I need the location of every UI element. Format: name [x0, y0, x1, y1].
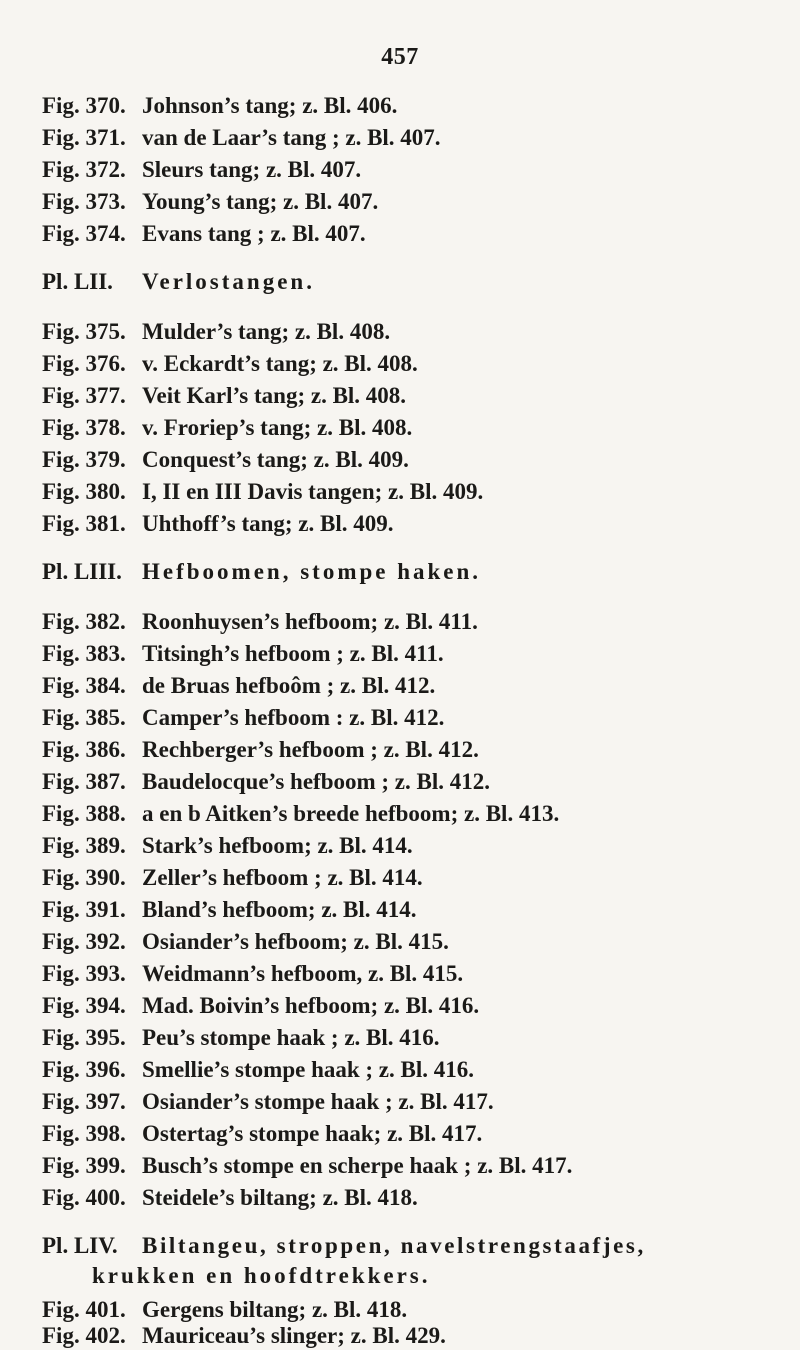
list-item	[42, 736, 479, 764]
entry-text: Mad. Boivin’s hefboom; z. Bl. 416.	[142, 993, 480, 1018]
list-item	[42, 992, 479, 1020]
list-item	[42, 510, 394, 538]
entry-text: Weidmann’s hefboom, z. Bl. 415.	[142, 961, 464, 986]
entry-text: Baudelocque’s hefboom ; z. Bl. 412.	[142, 769, 490, 794]
list-item	[42, 1322, 446, 1350]
plate-label: Pl. LIII.	[42, 559, 122, 584]
entry-text: Conquest’s tang; z. Bl. 409.	[142, 447, 409, 472]
list-item	[42, 800, 559, 828]
entry-text: Zeller’s hefboom ; z. Bl. 414.	[142, 865, 423, 890]
entry-text: Rechberger’s hefboom ; z. Bl. 412.	[142, 737, 479, 762]
fig-label: Fig. 387.	[42, 769, 126, 794]
list-item	[42, 960, 463, 988]
list-item	[42, 414, 412, 442]
entry-text: Smellie’s stompe haak ; z. Bl. 416.	[142, 1057, 474, 1082]
fig-label: Fig. 394.	[42, 993, 126, 1018]
fig-label: Fig. 371.	[42, 125, 126, 150]
list-item	[42, 1120, 482, 1148]
entry-text: Osiander’s stompe haak ; z. Bl. 417.	[142, 1089, 494, 1114]
list-item	[42, 1152, 572, 1180]
page-number: 457	[381, 44, 419, 70]
entry-text: Steidele’s biltang; z. Bl. 418.	[142, 1185, 418, 1210]
entry-text: Bland’s hefboom; z. Bl. 414.	[142, 897, 417, 922]
fig-label: Fig. 388.	[42, 801, 126, 826]
plate-title: Biltangeu, stroppen, navelstrengstaafjes,	[142, 1233, 646, 1258]
fig-label: Fig. 379.	[42, 447, 126, 472]
plate-heading	[42, 268, 315, 296]
entry-text: Sleurs tang; z. Bl. 407.	[142, 157, 362, 182]
list-item	[42, 382, 406, 410]
list-item	[42, 446, 409, 474]
entry-text: I, II en III Davis tangen; z. Bl. 409.	[142, 479, 484, 504]
list-item	[42, 928, 449, 956]
fig-label: Fig. 397.	[42, 1089, 126, 1114]
fig-label: Fig. 392.	[42, 929, 126, 954]
fig-label: Fig. 390.	[42, 865, 126, 890]
entry-text: Mulder’s tang; z. Bl. 408.	[142, 319, 391, 344]
fig-label: Fig. 377.	[42, 383, 126, 408]
entry-text: Evans tang ; z. Bl. 407.	[142, 221, 366, 246]
fig-label: Fig. 383.	[42, 641, 126, 666]
plate-heading	[42, 558, 481, 586]
entry-text: Ostertag’s stompe haak; z. Bl. 417.	[142, 1121, 483, 1146]
entry-text: Young’s tang; z. Bl. 407.	[142, 189, 379, 214]
fig-label: Fig. 373.	[42, 189, 126, 214]
list-item	[42, 1088, 494, 1116]
fig-label: Fig. 382.	[42, 609, 126, 634]
entry-text: Johnson’s tang; z. Bl. 406.	[142, 93, 398, 118]
list-item	[42, 768, 490, 796]
plate-label: Pl. LII.	[42, 269, 113, 294]
fig-label: Fig. 398.	[42, 1121, 126, 1146]
list-item	[42, 704, 444, 732]
entry-text: a en b Aitken’s breede hefboom; z. Bl. 413.	[142, 801, 560, 826]
list-item	[42, 1056, 474, 1084]
fig-label: Fig. 375.	[42, 319, 126, 344]
entry-text: Veit Karl’s tang; z. Bl. 408.	[142, 383, 407, 408]
fig-label: Fig. 389.	[42, 833, 126, 858]
fig-label: Fig. 376.	[42, 351, 126, 376]
plate-title: Hefboomen, stompe haken.	[142, 559, 482, 584]
fig-label: Fig. 396.	[42, 1057, 126, 1082]
entry-text: Uhthoff’s tang; z. Bl. 409.	[142, 511, 394, 536]
entry-text: Busch’s stompe en scherpe haak ; z. Bl. 417.	[142, 1153, 573, 1178]
entry-text: v. Eckardt’s tang; z. Bl. 408.	[142, 351, 418, 376]
list-item	[42, 478, 483, 506]
entry-text: de Bruas hefboôm ; z. Bl. 412.	[142, 673, 436, 698]
list-item	[42, 92, 397, 120]
fig-label: Fig. 395.	[42, 1025, 126, 1050]
fig-label: Fig. 381.	[42, 511, 126, 536]
list-item	[42, 220, 366, 248]
fig-label: Fig. 399.	[42, 1153, 126, 1178]
list-item	[42, 1184, 418, 1212]
list-item	[42, 318, 390, 346]
entry-text: Osiander’s hefboom; z. Bl. 415.	[142, 929, 449, 954]
entry-text: v. Froriep’s tang; z. Bl. 408.	[142, 415, 413, 440]
list-item	[42, 896, 417, 924]
list-item	[42, 640, 444, 668]
entry-text: Gergens biltang; z. Bl. 418.	[142, 1297, 408, 1322]
entry-text: Titsingh’s hefboom ; z. Bl. 411.	[142, 641, 444, 666]
list-item	[42, 1296, 407, 1324]
list-item	[42, 188, 378, 216]
fig-label: Fig. 370.	[42, 93, 126, 118]
list-item	[42, 350, 418, 378]
fig-label: Fig. 380.	[42, 479, 126, 504]
plate-title: Verlostangen.	[142, 269, 315, 294]
fig-label: Fig. 401.	[42, 1297, 126, 1322]
list-item	[42, 672, 435, 700]
list-item	[42, 608, 478, 636]
plate-heading	[42, 1232, 646, 1260]
list-item	[42, 864, 423, 892]
entry-text: Roonhuysen’s hefboom; z. Bl. 411.	[142, 609, 478, 634]
plate-label: Pl. LIV.	[42, 1233, 118, 1258]
fig-label: Fig. 385.	[42, 705, 126, 730]
entry-text: Camper’s hefboom : z. Bl. 412.	[142, 705, 445, 730]
fig-label: Fig. 384.	[42, 673, 126, 698]
fig-label: Fig. 386.	[42, 737, 126, 762]
plate-title-continuation: krukken en hoofdtrekkers.	[92, 1263, 431, 1288]
list-item	[42, 832, 413, 860]
fig-label: Fig. 393.	[42, 961, 126, 986]
fig-label: Fig. 378.	[42, 415, 126, 440]
list-item	[42, 1024, 440, 1052]
entry-text: van de Laar’s tang ; z. Bl. 407.	[142, 125, 441, 150]
entry-text: Peu’s stompe haak ; z. Bl. 416.	[142, 1025, 440, 1050]
fig-label: Fig. 391.	[42, 897, 126, 922]
entry-text: Mauriceau’s slinger; z. Bl. 429.	[142, 1323, 446, 1348]
list-item	[42, 124, 441, 152]
entry-text: Stark’s hefboom; z. Bl. 414.	[142, 833, 413, 858]
fig-label: Fig. 400.	[42, 1185, 126, 1210]
list-item	[42, 156, 361, 184]
fig-label: Fig. 374.	[42, 221, 126, 246]
fig-label: Fig. 372.	[42, 157, 126, 182]
fig-label: Fig. 402.	[42, 1323, 126, 1348]
